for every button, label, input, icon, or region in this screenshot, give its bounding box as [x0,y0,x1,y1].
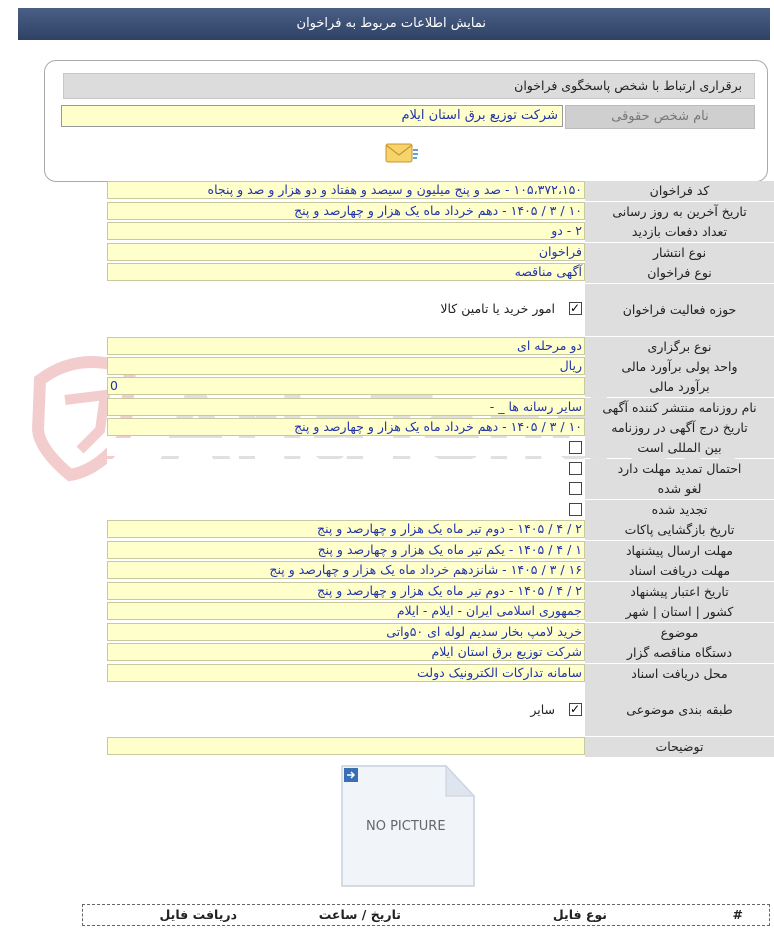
field-value: ۲ / ۴ / ۱۴۰۵ - دوم تیر ماه یک هزار و چهارصد و پنج [107,520,585,538]
field-value: ۱۰۵،۳۷۲،۱۵۰ - صد و پنج میلیون و سیصد و هفتاد و دو هزار و صد و پنجاه [107,181,585,199]
activity-option-label: امور خرید یا تامین کالا [440,301,555,316]
flag-value [107,500,585,518]
page-title: نمایش اطلاعات مربوط به فراخوان [296,16,486,31]
field-value: ۱۰ / ۳ / ۱۴۰۵ - دهم خرداد ماه یک هزار و چهارصد و پنج [107,418,585,436]
field-value: دو مرحله ای [107,337,585,355]
field-row-subject [107,623,774,643]
field-row-currency [107,357,774,377]
contact-company-value: شرکت توزیع برق استان ایلام [61,105,563,127]
field-value: ۲ - دو [107,222,585,240]
category-checkbox[interactable] [569,703,582,716]
field-row-call-type [107,263,774,283]
field-row-docs-location [107,664,774,684]
field-value: ریال [107,357,585,375]
field-row-submit-deadline [107,541,774,561]
field-row-visits [107,222,774,242]
field-label: توضیحات [585,737,774,757]
field-value: سایر رسانه ها _ - [107,398,585,416]
field-label: نوع فراخوان [585,263,774,283]
notes-value [107,737,585,755]
field-label: تاریخ درج آگهی در روزنامه [585,418,774,438]
field-label: کد فراخوان [585,181,774,201]
field-value: سامانه تدارکات الکترونیک دولت [107,664,585,682]
field-row-holding-type [107,337,774,357]
field-label: مهلت ارسال پیشنهاد [585,541,774,561]
field-value: شرکت توزیع برق استان ایلام [107,643,585,661]
field-row-location [107,602,774,622]
field-label: بین المللی است [585,438,774,458]
flag-checkbox[interactable] [569,503,582,516]
contact-company-label: نام شخص حقوقی [565,105,755,129]
flag-checkbox[interactable] [569,441,582,454]
field-row-validity [107,582,774,602]
field-row-activity [107,284,774,336]
contact-panel [44,60,768,182]
field-label: دستگاه مناقصه گزار [585,643,774,663]
field-label: نوع انتشار [585,243,774,263]
field-value: ۱ / ۴ / ۱۴۰۵ - یکم تیر ماه یک هزار و چهارصد و پنج [107,541,585,559]
activity-options [107,284,585,336]
field-label: مهلت دریافت اسناد [585,561,774,581]
no-picture-image [336,762,478,890]
flag-row-renewed [107,500,774,520]
flag-checkbox[interactable] [569,462,582,475]
field-row-opening-date [107,520,774,540]
field-value: 0 [107,377,585,395]
page-header [18,8,770,40]
col-file-type: نوع فایل [552,907,607,922]
field-label: حوزه فعالیت فراخوان [585,284,774,336]
flag-row-extension [107,459,774,479]
flag-value [107,479,585,497]
field-row-publish-type [107,243,774,263]
field-label: تجدید شده [585,500,774,520]
field-label: نام روزنامه منتشر کننده آگهی [585,398,774,418]
field-value: ۲ / ۴ / ۱۴۰۵ - دوم تیر ماه یک هزار و چهارصد و پنج [107,582,585,600]
col-number: # [732,907,743,922]
flag-row-cancelled [107,479,774,499]
field-row-docs-deadline [107,561,774,581]
flag-row-international [107,438,774,458]
activity-checkbox[interactable] [569,302,582,315]
field-label: برآورد مالی [585,377,774,397]
field-label: تعداد دفعات بازدید [585,222,774,242]
field-row-category [107,684,774,736]
field-row-organizer [107,643,774,663]
field-row-newspaper [107,398,774,418]
field-label: طبقه بندی موضوعی [585,684,774,736]
field-label: تاریخ اعتبار پیشنهاد [585,582,774,602]
field-label: لغو شده [585,479,774,499]
flag-checkbox[interactable] [569,482,582,495]
envelope-icon[interactable] [385,141,419,165]
field-label: تاریخ بازگشایی پاکات [585,520,774,540]
field-value: آگهی مناقصه [107,263,585,281]
field-label: کشور | استان | شهر [585,602,774,622]
col-date-time: تاریخ / ساعت [318,907,401,922]
field-row-notes [107,737,774,757]
field-label: احتمال تمدید مهلت دارد [585,459,774,479]
flag-value [107,459,585,477]
field-row-estimate [107,377,774,397]
field-value: ۱۰ / ۳ / ۱۴۰۵ - دهم خرداد ماه یک هزار و چهارصد و پنج [107,202,585,220]
category-options [107,684,585,736]
field-label: موضوع [585,623,774,643]
field-label: تاریخ آخرین به روز رسانی [585,202,774,222]
flag-value [107,438,585,456]
category-option-label: سایر [530,702,555,717]
field-row-last-update [107,202,774,222]
field-label: واحد پولی برآورد مالی [585,357,774,377]
field-value: جمهوری اسلامی ایران - ایلام - ایلام [107,602,585,620]
field-value: خرید لامپ بخار سدیم لوله ای ۵۰واتی [107,623,585,641]
contact-title: برقراری ارتباط با شخص پاسخگوی فراخوان [63,73,755,99]
field-row-code [107,181,774,201]
files-table-header [82,904,770,926]
field-value: فراخوان [107,243,585,261]
no-picture-text: NO PICTURE [366,819,446,834]
col-download: دریافت فایل [159,907,237,922]
field-label: نوع برگزاری [585,337,774,357]
field-row-newspaper-date [107,418,774,438]
field-value: ۱۶ / ۳ / ۱۴۰۵ - شانزدهم خرداد ماه یک هزار و چهارصد و پنج [107,561,585,579]
field-label: محل دریافت اسناد [585,664,774,684]
